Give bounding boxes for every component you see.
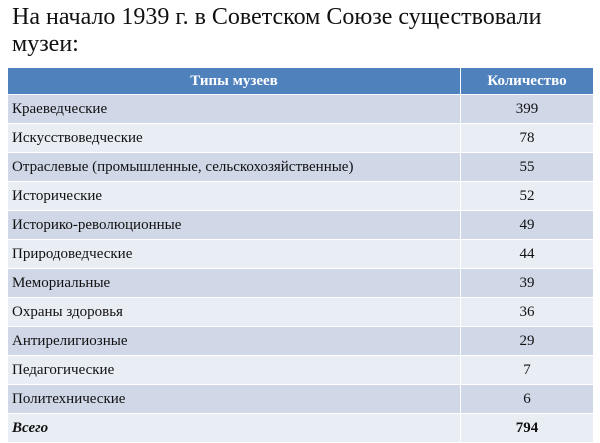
table-row <box>8 95 594 124</box>
column-header-type: Типы музеев <box>8 68 461 95</box>
museum-count-cell: 55 <box>461 153 594 182</box>
table-row <box>8 385 594 414</box>
table-row <box>8 211 594 240</box>
museums-table-container <box>7 67 593 443</box>
museum-count-cell: 78 <box>461 124 594 153</box>
museum-count-cell: 29 <box>461 327 594 356</box>
museum-type-cell: Историко-революционные <box>8 211 461 240</box>
museum-count-cell: 52 <box>461 182 594 211</box>
museum-type-cell: Охраны здоровья <box>8 298 461 327</box>
museum-type-cell: Политехнические <box>8 385 461 414</box>
museum-count-cell: 6 <box>461 385 594 414</box>
table-row <box>8 269 594 298</box>
museums-table <box>7 67 594 443</box>
museum-type-cell: Краеведческие <box>8 95 461 124</box>
museum-type-cell: Отраслевые (промышленные, сельскохозяйственные) <box>8 153 461 182</box>
museum-count-cell: 39 <box>461 269 594 298</box>
museum-count-cell: 44 <box>461 240 594 269</box>
table-row <box>8 240 594 269</box>
column-header-count: Количество <box>461 68 594 95</box>
museum-type-cell: Мемориальные <box>8 269 461 298</box>
museum-count-cell: 36 <box>461 298 594 327</box>
museum-count-cell: 49 <box>461 211 594 240</box>
museum-type-cell: Педагогические <box>8 356 461 385</box>
table-header-row <box>8 68 594 95</box>
table-row <box>8 182 594 211</box>
museum-type-cell: Природоведческие <box>8 240 461 269</box>
slide-title: На начало 1939 г. в Советском Союзе существовали музеи: <box>12 4 542 57</box>
museum-count-cell: 7 <box>461 356 594 385</box>
museum-type-cell: Антирелигиозные <box>8 327 461 356</box>
total-label: Всего <box>8 414 461 443</box>
table-row <box>8 124 594 153</box>
total-row <box>8 414 594 443</box>
table-row <box>8 327 594 356</box>
museum-count-cell: 399 <box>461 95 594 124</box>
museum-type-cell: Искусствоведческие <box>8 124 461 153</box>
table-row <box>8 153 594 182</box>
museum-type-cell: Исторические <box>8 182 461 211</box>
table-row <box>8 356 594 385</box>
table-row <box>8 298 594 327</box>
total-count: 794 <box>461 414 594 443</box>
